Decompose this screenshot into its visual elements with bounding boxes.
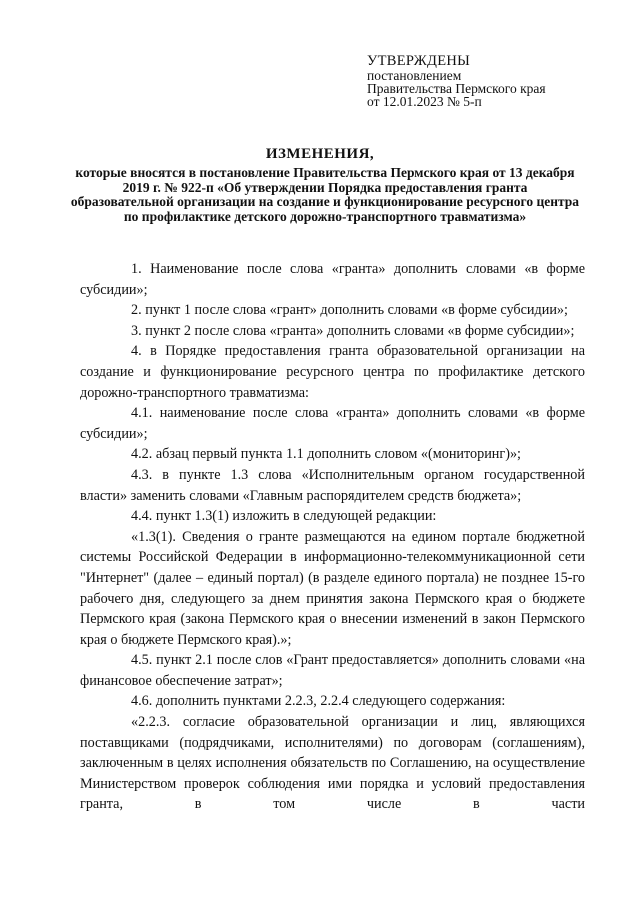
paragraph: 4.6. дополнить пунктами 2.2.3, 2.2.4 следующего содержания: <box>131 693 506 710</box>
approval-date: от 12.01.2023 № 5-п <box>367 94 482 109</box>
approval-title: УТВЕРЖДЕНЫ <box>367 53 471 69</box>
document-body <box>80 259 585 815</box>
paragraph: 4.4. пункт 1.3(1) изложить в следующей редакции: <box>131 508 437 525</box>
paragraph: 2. пункт 1 после слова «грант» дополнить словами «в форме субсидии»; <box>131 302 568 319</box>
paragraph: 4.2. абзац первый пункта 1.1 дополнить словом «(мониторинг)»; <box>131 446 521 463</box>
paragraph: 4.1. наименование после слова «гранта» дополнить словами «в форме субсидии»; <box>80 405 585 442</box>
paragraph: 1. Наименование после слова «гранта» дополнить словами «в форме субсидии»; <box>80 261 585 298</box>
approval-line: Правительства Пермского края <box>367 81 546 96</box>
document-title: ИЗМЕНЕНИЯ, <box>265 146 375 162</box>
approval-stamp <box>367 54 546 108</box>
paragraph: «1.3(1). Сведения о гранте размещаются на едином портале бюджетной системы Российской Федерации в информационно-телекоммуникационной сети "Интернет" (далее – единый портал) (в разделе единого портала) не позднее 15-го рабочего дня, следующего за днем принятия закона Пермского края о бюджете Пермского края (закона Пермского края о внесении изменений в закон Пермского края о бюджете Пермского края).»; <box>80 528 585 648</box>
paragraph: «2.2.3. согласие образовательной организации и лиц, являющихся поставщиками (подрядчиками, исполнителями) по договорам (соглашениям), заключенным в целях исполнения обязательств по Соглашению, на осуществление Министерством проверок соблюдения ими порядка и условий предоставления гранта, в том числе в части <box>80 714 585 813</box>
paragraph: 3. пункт 2 после слова «гранта» дополнить словами «в форме субсидии»; <box>131 322 575 339</box>
approval-line: постановлением <box>367 68 462 83</box>
paragraph: 4.3. в пункте 1.3 слова «Исполнительным органом государственной власти» заменить словами «Главным распорядителем средств бюджета»; <box>80 466 585 504</box>
document-subtitle: которые вносятся в постановление Правительства Пермского края от 13 декабря 2019 г. № 922-п «Об утверждении Порядка предоставления гранта образовательной организации на создание и функционирование ресурсного центра по профилактике детского дорожно-транспортного травматизма» <box>70 165 580 224</box>
paragraph: 4. в Порядке предоставления гранта образовательной организации на создание и функционирование ресурсного центра по профилактике детского дорожно-транспортного травматизма: <box>80 343 585 401</box>
paragraph: 4.5. пункт 2.1 после слов «Грант предоставляется» дополнить словами «на финансовое обеспечение затрат»; <box>80 652 585 689</box>
